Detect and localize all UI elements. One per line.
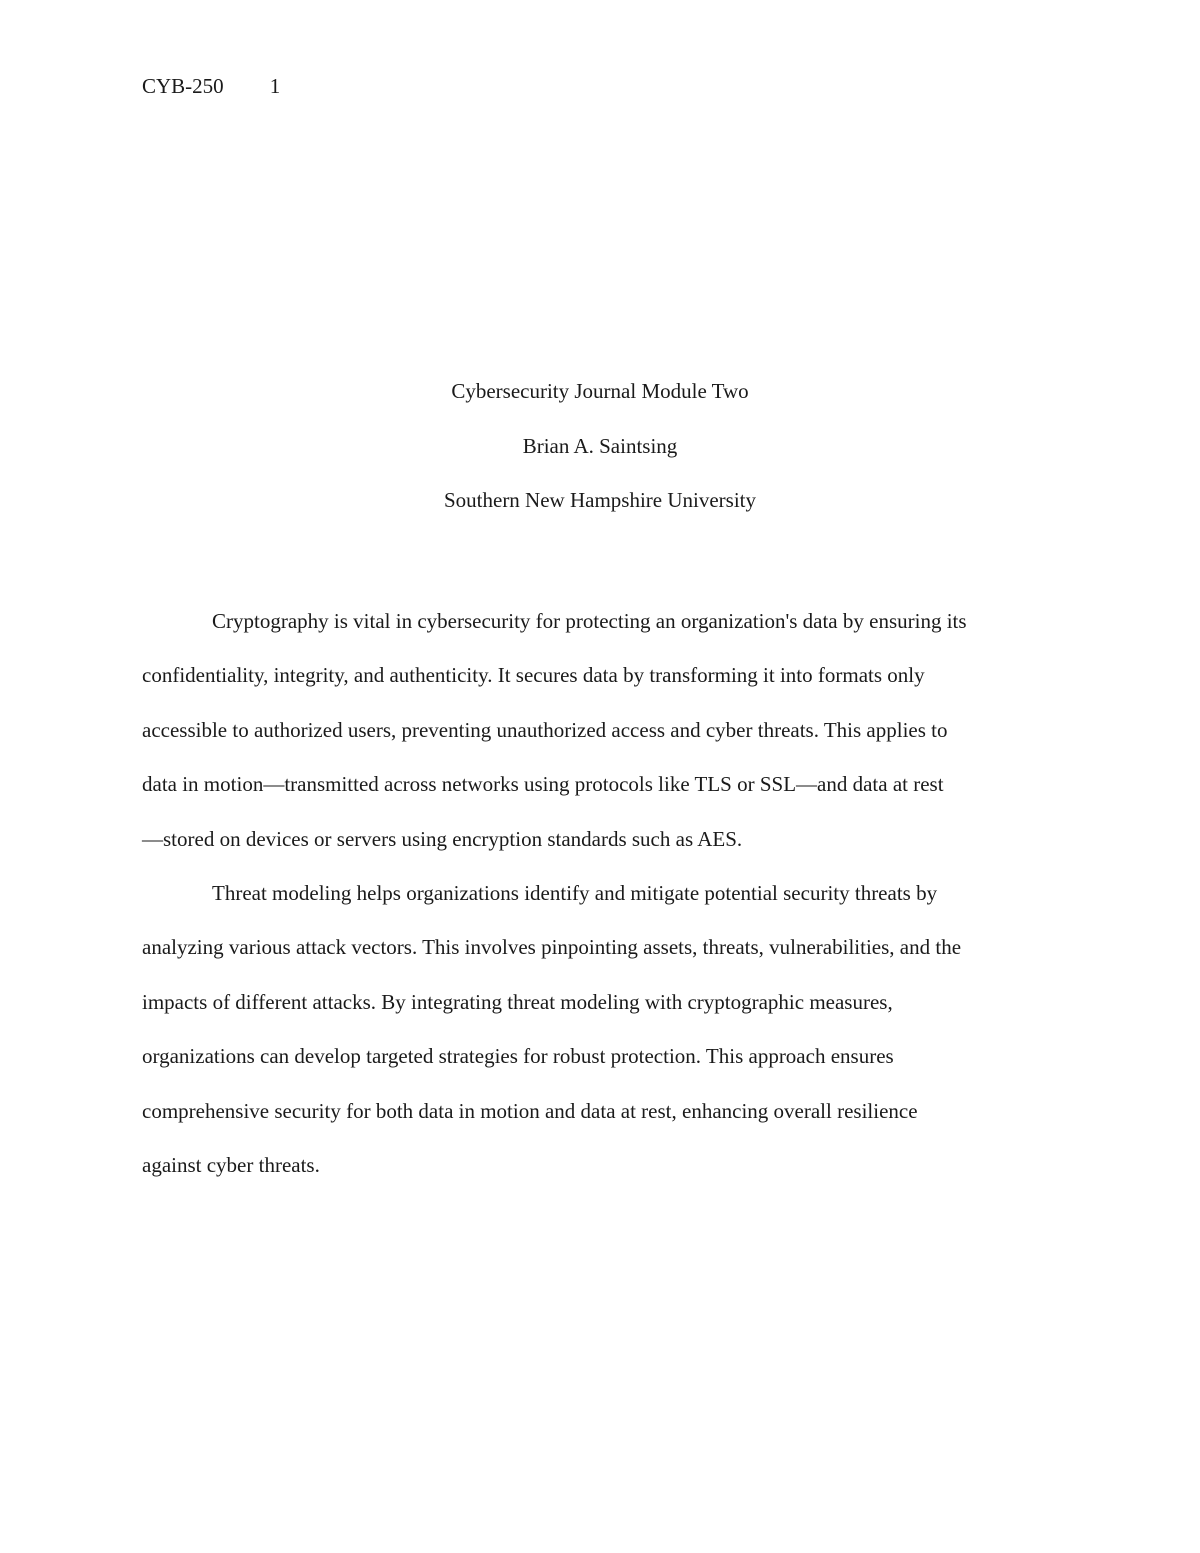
text-line: —stored on devices or servers using encryption standards such as AES. — [142, 826, 743, 851]
title-block — [0, 376, 1200, 540]
text-line: analyzing various attack vectors. This involves pinpointing assets, threats, vulnerabilities, and the — [142, 935, 962, 960]
body-text — [142, 594, 1062, 1192]
paper-title: Cybersecurity Journal Module Two — [451, 379, 749, 403]
text-line: impacts of different attacks. By integrating threat modeling with cryptographic measures, — [142, 989, 893, 1014]
running-head — [142, 73, 280, 99]
text-line: Threat modeling helps organizations identify and mitigate potential security threats by — [212, 880, 938, 905]
author-name: Brian A. Saintsing — [522, 433, 678, 458]
paragraph-1 — [142, 594, 1062, 866]
text-line: organizations can develop targeted strategies for robust protection. This approach ensures — [142, 1044, 894, 1069]
running-head-text: CYB-250 — [142, 74, 224, 98]
text-line: comprehensive security for both data in motion and data at rest, enhancing overall resilience — [142, 1098, 918, 1123]
paragraph-2 — [142, 866, 1062, 1192]
text-line: Cryptography is vital in cybersecurity for protecting an organization's data by ensuring its — [212, 609, 967, 633]
text-line: accessible to authorized users, preventing unauthorized access and cyber threats. This applies to — [142, 717, 948, 742]
text-line: confidentiality, integrity, and authenticity. It secures data by transforming it into formats only — [142, 663, 925, 688]
text-line: data in motion—transmitted across networks using protocols like TLS or SSL—and data at rest — [142, 772, 944, 797]
text-line: against cyber threats. — [142, 1152, 320, 1177]
page-number: 1 — [269, 74, 281, 98]
institution-name: Southern New Hampshire University — [443, 488, 757, 512]
